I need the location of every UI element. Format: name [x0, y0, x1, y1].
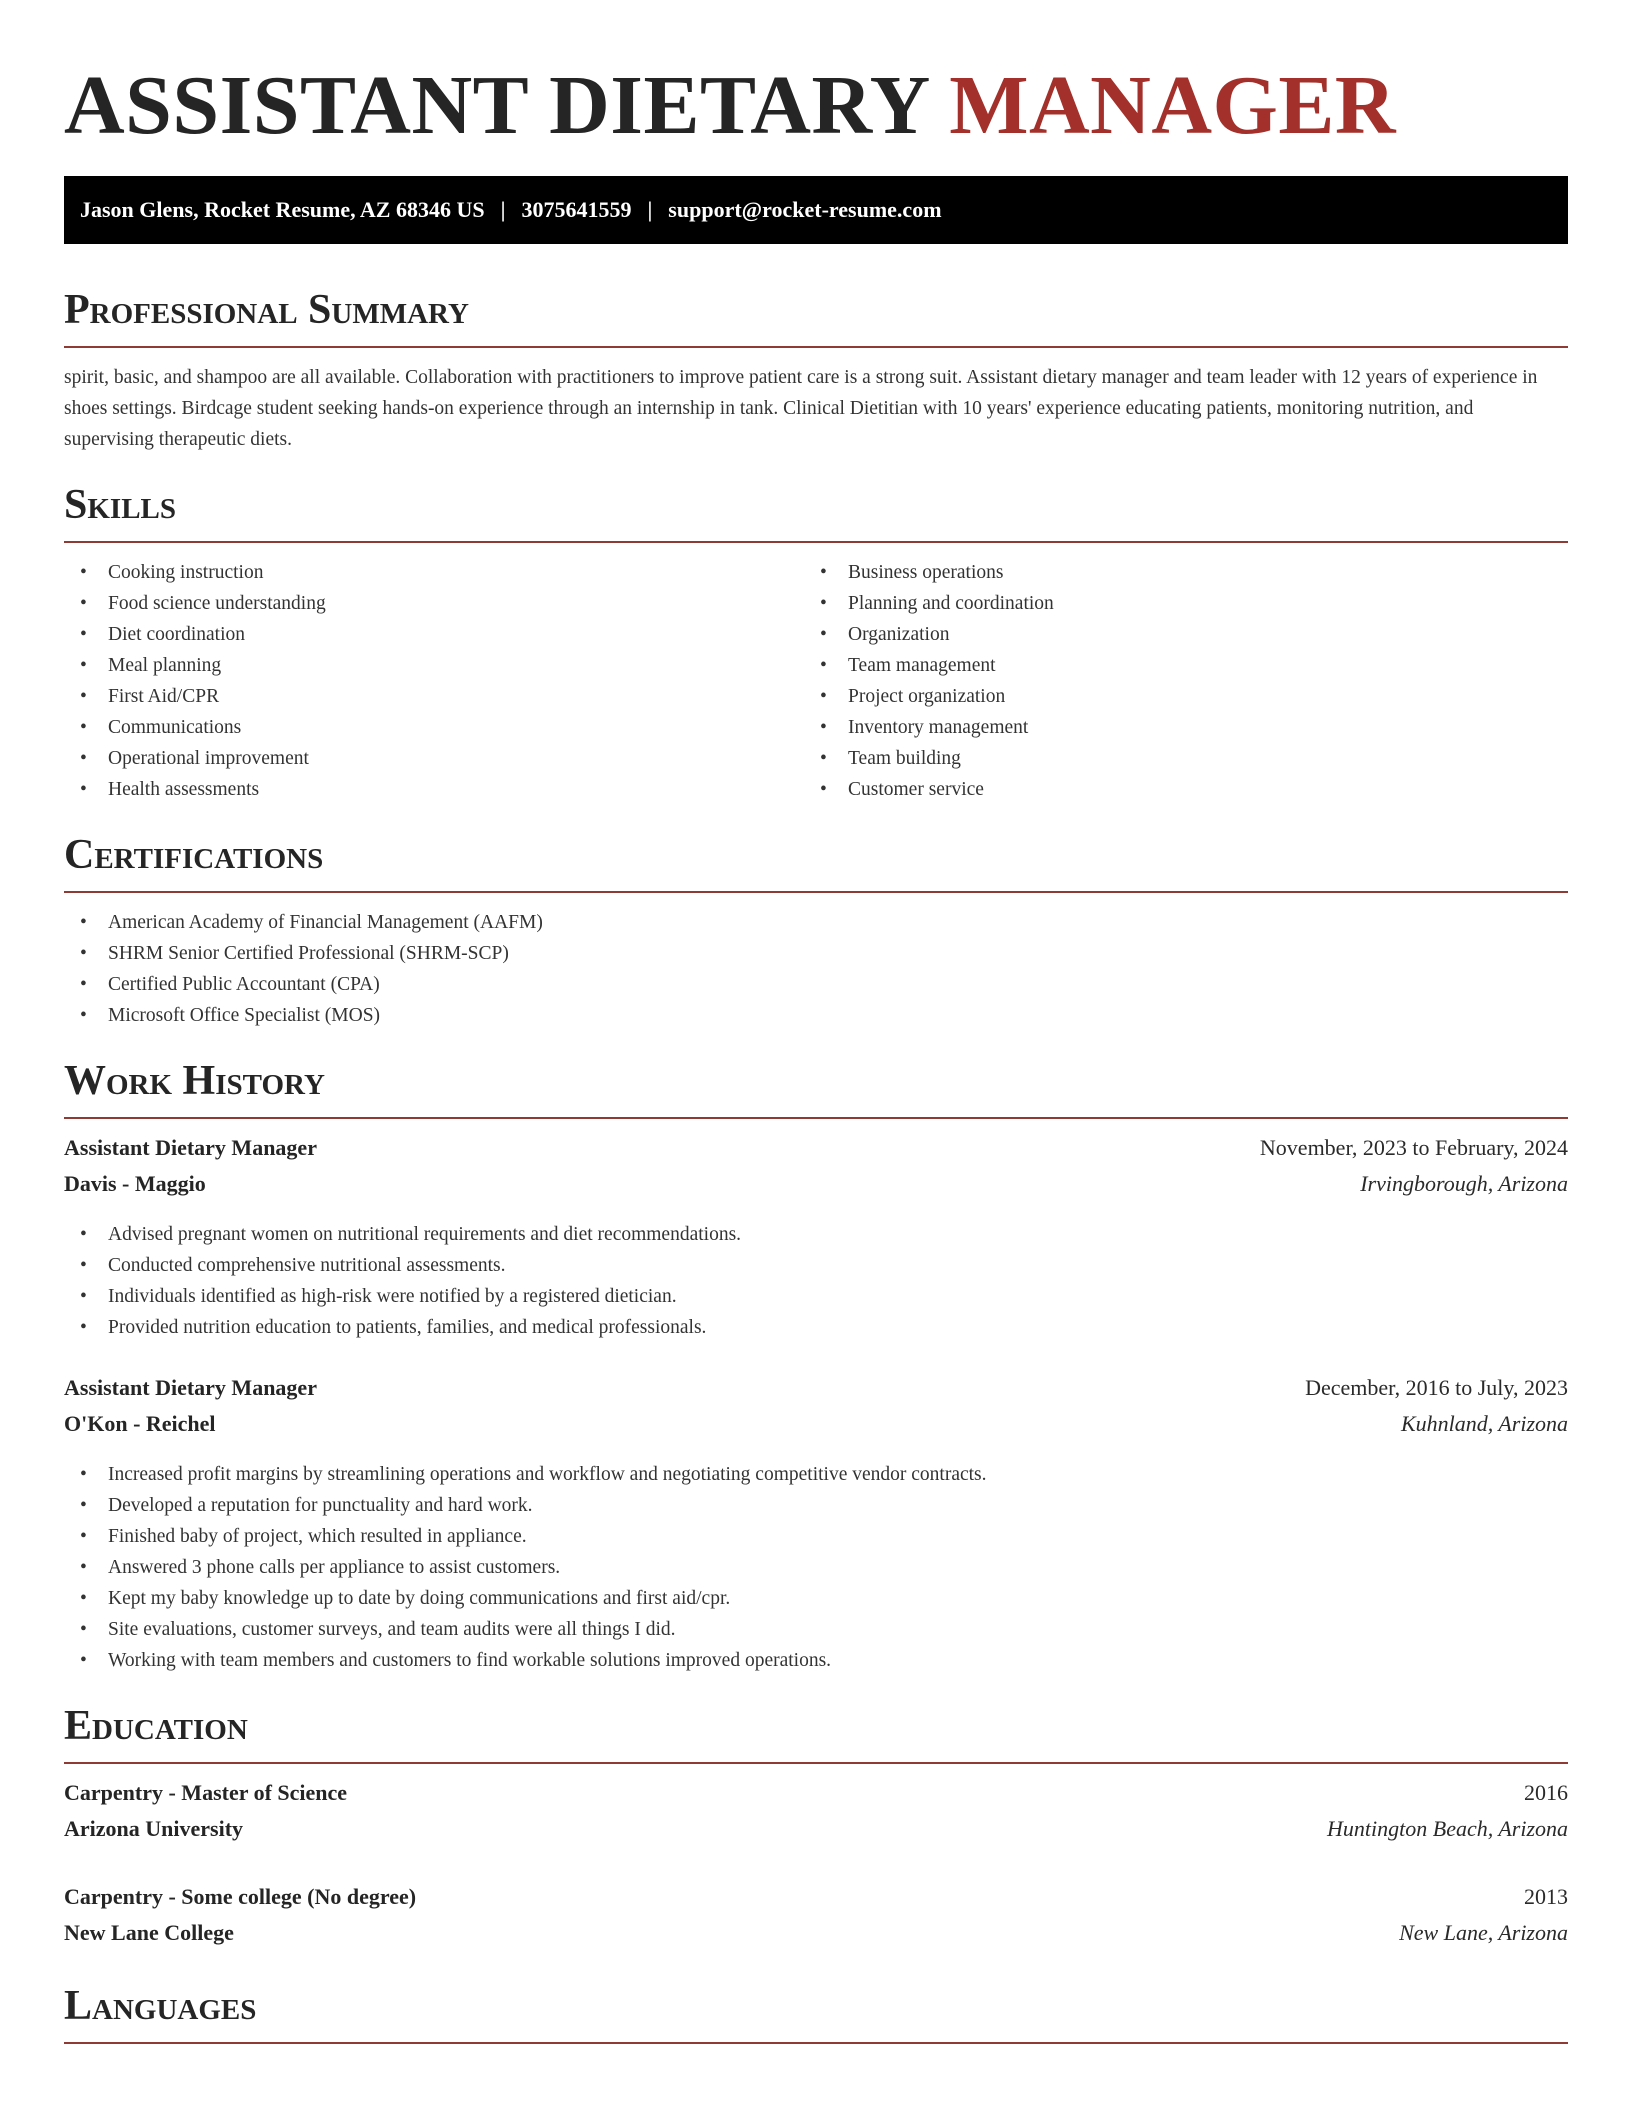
certification-item: • American Academy of Financial Management (AAFM)	[64, 907, 1568, 938]
certification-item: • SHRM Senior Certified Professional (SHRM-SCP)	[64, 938, 1568, 969]
job-entry	[64, 1375, 1568, 1676]
job-location: Kuhnland, Arizona	[1400, 1411, 1568, 1436]
skill-item: • Diet coordination	[64, 619, 804, 650]
skill-item: • Business operations	[804, 557, 1544, 588]
job-bullet: • Finished baby of project, which resulted in appliance.	[64, 1521, 1568, 1552]
certification-item: • Certified Public Accountant (CPA)	[64, 969, 1568, 1000]
summary-section	[64, 286, 1568, 455]
skill-item: • Health assessments	[64, 774, 804, 805]
education-degree: Carpentry - Master of Science	[64, 1780, 348, 1805]
title-main: ASSISTANT DIETARY	[64, 59, 928, 152]
education-location: New Lane, Arizona	[1399, 1920, 1568, 1945]
job-bullet: • Site evaluations, customer surveys, and team audits were all things I did.	[64, 1614, 1568, 1645]
job-company: Davis - Maggio	[64, 1171, 206, 1196]
job-bullet: • Answered 3 phone calls per appliance to assist customers.	[64, 1552, 1568, 1583]
skills-section	[64, 481, 1568, 805]
education-heading: Education	[64, 1702, 1568, 1764]
education-school: Arizona University	[64, 1816, 244, 1841]
skills-list-left	[64, 557, 804, 805]
contact-phone: 3075641559	[521, 197, 632, 222]
skill-item: • Project organization	[804, 681, 1544, 712]
skill-item: • Cooking instruction	[64, 557, 804, 588]
title-accent: MANAGER	[949, 59, 1397, 152]
contact-separator: |	[500, 197, 506, 222]
job-bullet: • Conducted comprehensive nutritional assessments.	[64, 1250, 1568, 1281]
certification-item: • Microsoft Office Specialist (MOS)	[64, 1000, 1568, 1031]
certifications-heading: Certifications	[64, 831, 1568, 893]
languages-heading: Languages	[64, 1982, 1568, 2044]
skill-item: • Meal planning	[64, 650, 804, 681]
education-year: 2013	[1524, 1884, 1568, 1909]
job-bullet: • Developed a reputation for punctuality and hard work.	[64, 1490, 1568, 1521]
education-entry	[64, 1884, 1568, 1956]
skill-item: • Customer service	[804, 774, 1544, 805]
job-location: Irvingborough, Arizona	[1360, 1171, 1568, 1196]
job-dates: December, 2016 to July, 2023	[1305, 1375, 1568, 1400]
languages-section	[64, 1982, 1568, 2044]
skill-item: • Organization	[804, 619, 1544, 650]
job-title: Assistant Dietary Manager	[64, 1375, 317, 1400]
certifications-section	[64, 831, 1568, 1031]
summary-text: spirit, basic, and shampoo are all available. Collaboration with practitioners to improve patient care is a strong suit. Assistant dietary manager and team leader with 12 years of experience in shoes settings. Birdcage student seeking hands-on experience through an internship in tank. Clinical Dietitian with 10 years' experience educating patients, monitoring nutrition, and supervising therapeutic diets.	[64, 367, 1538, 450]
contact-bar	[64, 176, 1568, 244]
certifications-list	[64, 907, 1568, 1031]
education-section	[64, 1702, 1568, 1956]
contact-separator: |	[647, 197, 653, 222]
skill-item: • Communications	[64, 712, 804, 743]
job-bullet: • Advised pregnant women on nutritional requirements and diet recommendations.	[64, 1219, 1568, 1250]
job-entry	[64, 1135, 1568, 1343]
job-bullet: • Individuals identified as high-risk were notified by a registered dietician.	[64, 1281, 1568, 1312]
skills-grid	[64, 543, 1568, 805]
job-bullets	[64, 1447, 1568, 1676]
skills-heading: Skills	[64, 481, 1568, 543]
skill-item: • Operational improvement	[64, 743, 804, 774]
work-heading: Work History	[64, 1057, 1568, 1119]
contact-email: support@rocket-resume.com	[668, 197, 942, 222]
education-year: 2016	[1524, 1780, 1568, 1805]
resume-title	[64, 0, 1568, 176]
summary-heading: Professional Summary	[64, 286, 1568, 348]
education-location: Huntington Beach, Arizona	[1327, 1816, 1568, 1841]
skill-item: • Team building	[804, 743, 1544, 774]
job-dates: November, 2023 to February, 2024	[1259, 1135, 1568, 1160]
education-degree: Carpentry - Some college (No degree)	[64, 1884, 417, 1909]
contact-address: Jason Glens, Rocket Resume, AZ 68346 US	[80, 197, 485, 222]
job-bullets	[64, 1207, 1568, 1343]
skill-item: • Team management	[804, 650, 1544, 681]
job-bullet: • Provided nutrition education to patients, families, and medical professionals.	[64, 1312, 1568, 1343]
skills-list-right	[804, 557, 1544, 805]
work-section	[64, 1057, 1568, 1676]
skill-item: • Planning and coordination	[804, 588, 1544, 619]
skill-item: • First Aid/CPR	[64, 681, 804, 712]
skill-item: • Food science understanding	[64, 588, 804, 619]
job-company: O'Kon - Reichel	[64, 1411, 216, 1436]
job-bullet: • Kept my baby knowledge up to date by doing communications and first aid/cpr.	[64, 1583, 1568, 1614]
job-title: Assistant Dietary Manager	[64, 1135, 317, 1160]
job-bullet: • Increased profit margins by streamlining operations and workflow and negotiating competitive vendor contracts.	[64, 1459, 1568, 1490]
education-school: New Lane College	[64, 1920, 234, 1945]
education-entry	[64, 1780, 1568, 1852]
skill-item: • Inventory management	[804, 712, 1544, 743]
job-bullet: • Working with team members and customers to find workable solutions improved operations.	[64, 1645, 1568, 1676]
